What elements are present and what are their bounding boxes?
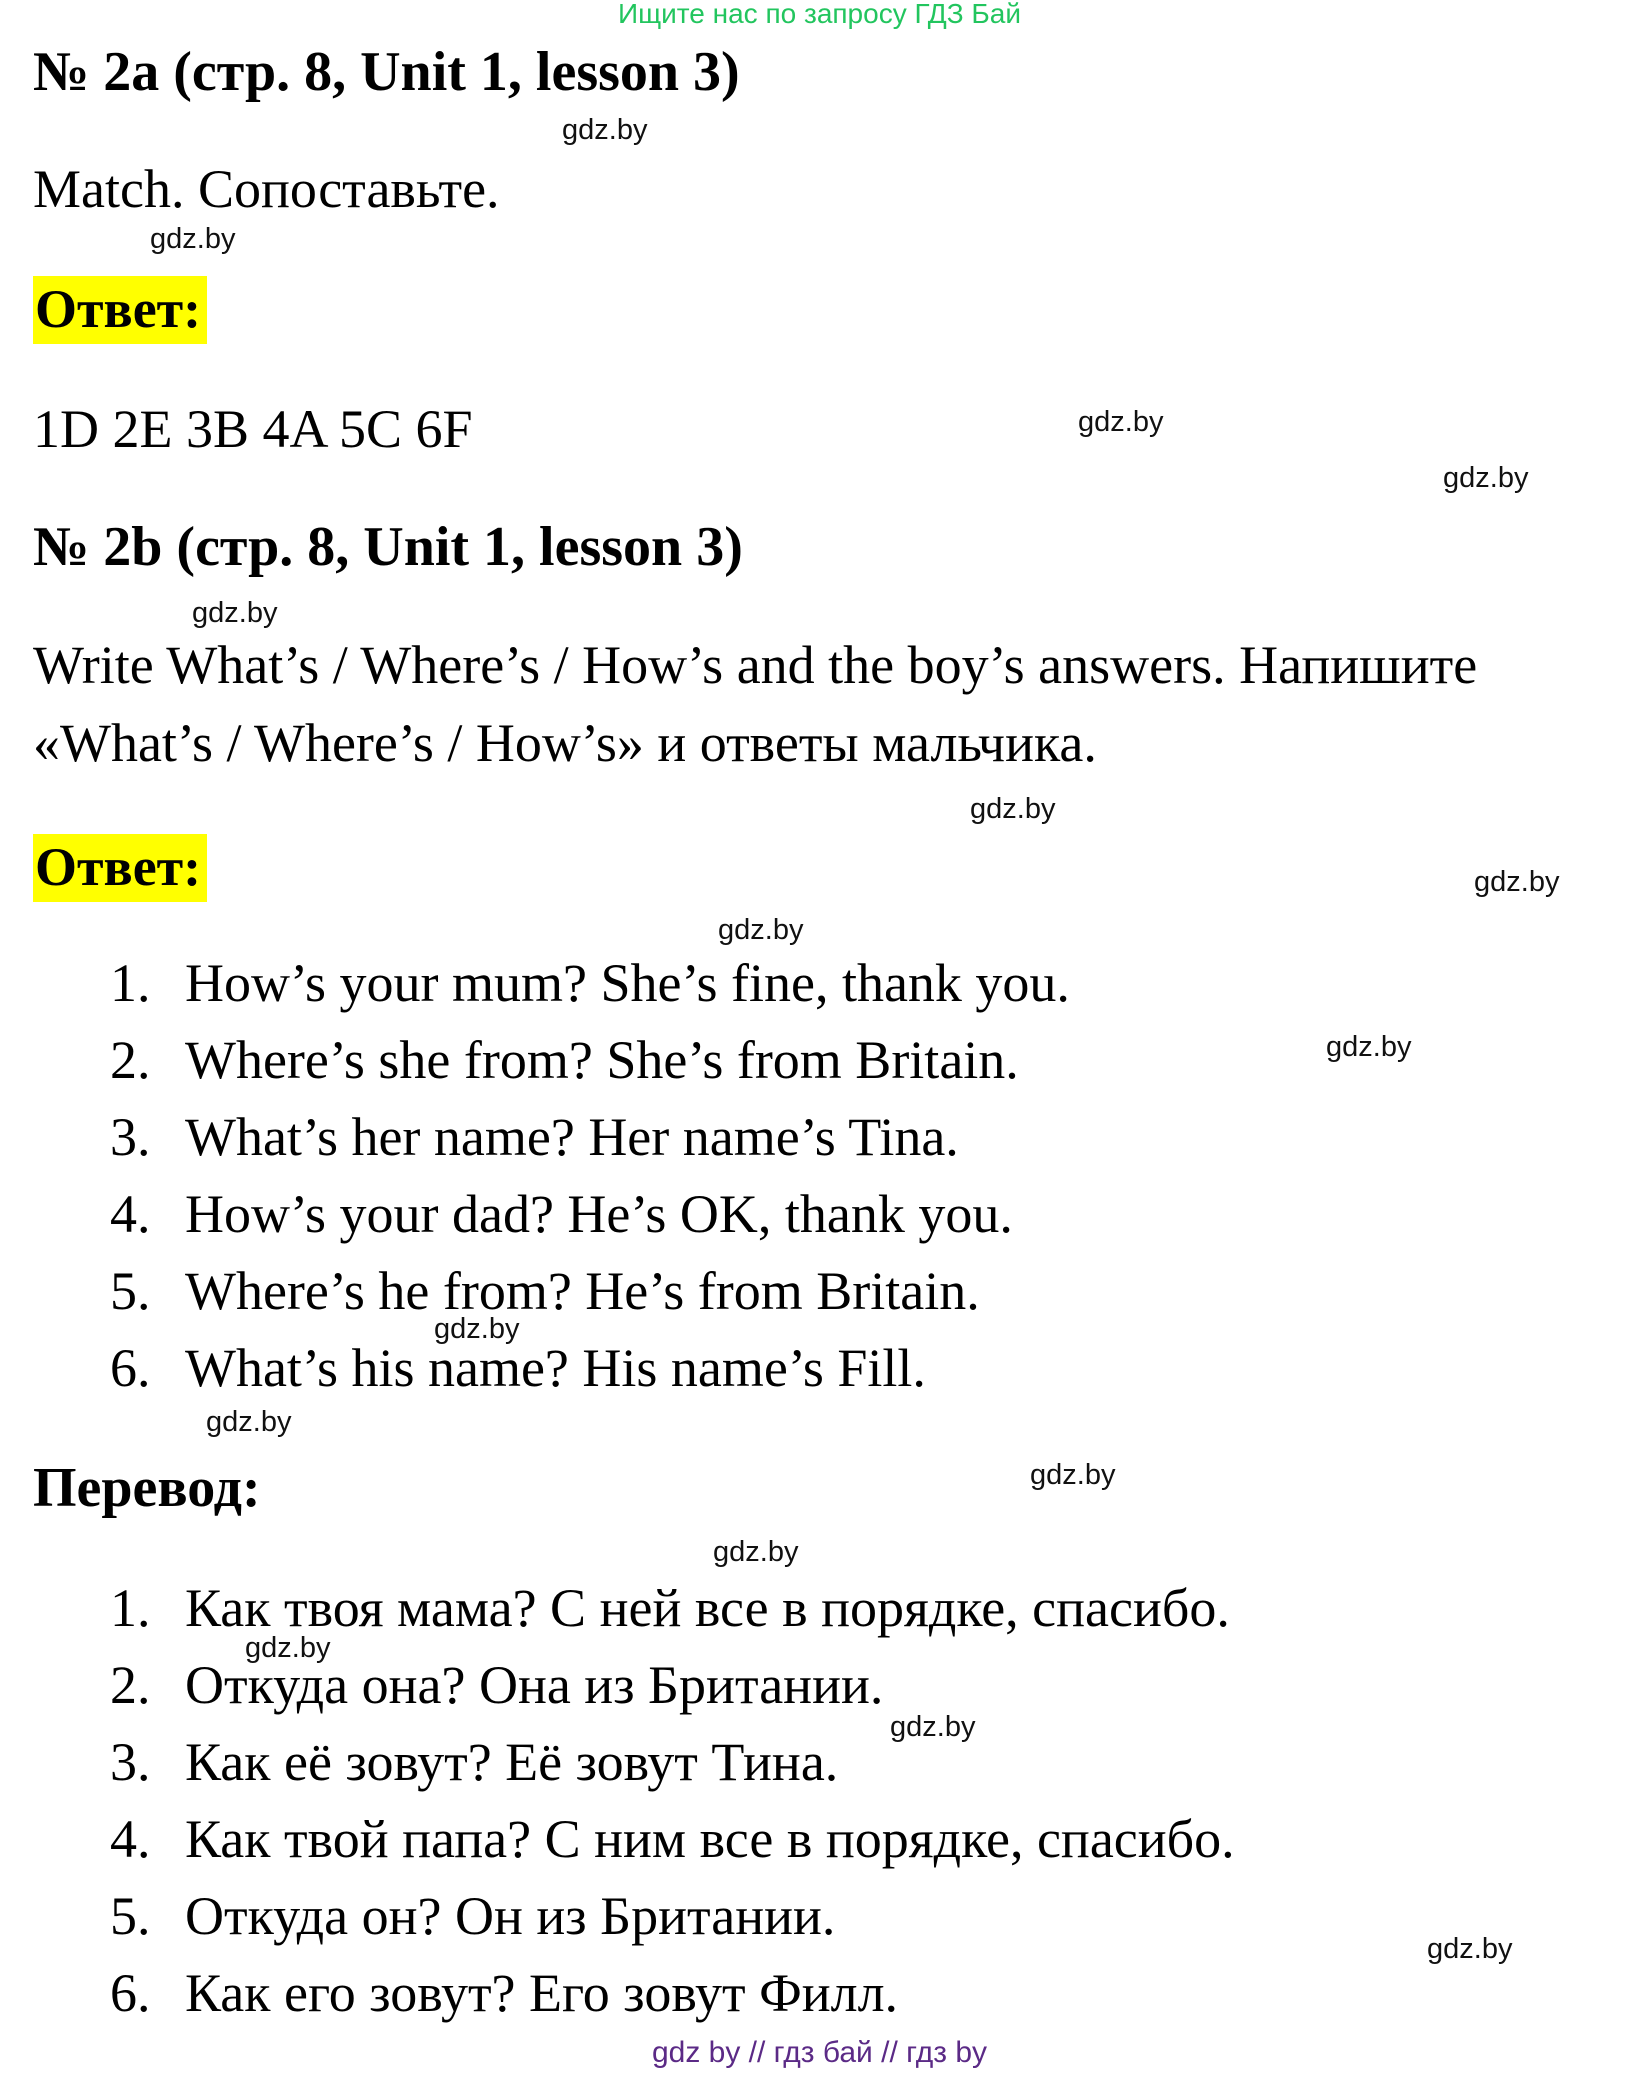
watermark: gdz.by: [434, 1313, 520, 1345]
watermark: gdz.by: [1427, 1933, 1513, 1965]
list-item-text: Как её зовут? Её зовут Тина.: [185, 1732, 839, 1792]
list-item-number: 2.: [110, 1655, 151, 1715]
translation-title: Перевод:: [33, 1457, 261, 1519]
list-item-text: Where’s he from? He’s from Britain.: [185, 1261, 980, 1321]
list-item-number: 5.: [110, 1261, 151, 1321]
watermark: gdz.by: [890, 1711, 976, 1743]
list-item-text: Where’s she from? She’s from Britain.: [185, 1030, 1019, 1090]
watermark: gdz.by: [245, 1632, 331, 1664]
task-2b-answer-label: Ответ:: [33, 834, 207, 902]
task-2a-title: № 2a (стр. 8, Unit 1, lesson 3): [33, 41, 740, 103]
watermark: gdz.by: [718, 914, 804, 946]
watermark: gdz.by: [150, 223, 236, 255]
watermark: gdz.by: [562, 114, 648, 146]
watermark: gdz.by: [1078, 406, 1164, 438]
task-2a-instruction: Match. Сопоставьте.: [33, 159, 500, 219]
list-item-text: Как его зовут? Его зовут Филл.: [185, 1963, 899, 2023]
list-item-number: 2.: [110, 1030, 151, 1090]
watermark: gdz.by: [192, 597, 278, 629]
task-2b-instruction-line1: Write What’s / Where’s / How’s and the boy’s answers. Напишите: [33, 635, 1478, 695]
search-banner[interactable]: Ищите нас по запросу ГДЗ Бай: [617, 0, 1022, 29]
list-item-text: What’s her name? Her name’s Tina.: [185, 1107, 959, 1167]
list-item-text: Как твоя мама? С ней все в порядке, спасибо.: [185, 1578, 1230, 1638]
watermark: gdz.by: [1443, 462, 1529, 494]
list-item-text: How’s your dad? He’s OK, thank you.: [185, 1184, 1013, 1244]
list-item-number: 3.: [110, 1732, 151, 1792]
task-2a-answer-label: Ответ:: [33, 276, 207, 344]
list-item-number: 4.: [110, 1809, 151, 1869]
watermark: gdz.by: [1474, 866, 1560, 898]
list-item-number: 4.: [110, 1184, 151, 1244]
list-item-number: 6.: [110, 1338, 151, 1398]
list-item-number: 1.: [110, 953, 151, 1013]
task-2a-answer: 1D 2E 3B 4A 5C 6F: [33, 399, 473, 459]
task-2b-title: № 2b (стр. 8, Unit 1, lesson 3): [33, 516, 743, 578]
list-item-number: 6.: [110, 1963, 151, 2023]
watermark: gdz.by: [206, 1406, 292, 1438]
list-item-text: Как твой папа? С ним все в порядке, спасибо.: [185, 1809, 1235, 1869]
list-item-text: Откуда она? Она из Британии.: [185, 1655, 884, 1715]
task-2b-instruction-line2: «What’s / Where’s / How’s» и ответы мальчика.: [33, 713, 1097, 773]
watermark: gdz.by: [1030, 1459, 1116, 1491]
list-item-number: 1.: [110, 1578, 151, 1638]
list-item-number: 5.: [110, 1886, 151, 1946]
watermark: gdz.by: [713, 1536, 799, 1568]
list-item-number: 3.: [110, 1107, 151, 1167]
watermark: gdz.by: [1326, 1031, 1412, 1063]
list-item-text: Откуда он? Он из Британии.: [185, 1886, 836, 1946]
footer-links[interactable]: gdz by // гдз бай // гдз by: [651, 2036, 988, 2069]
list-item-text: How’s your mum? She’s fine, thank you.: [185, 953, 1070, 1013]
list-item-text: What’s his name? His name’s Fill.: [185, 1338, 926, 1398]
watermark: gdz.by: [970, 793, 1056, 825]
